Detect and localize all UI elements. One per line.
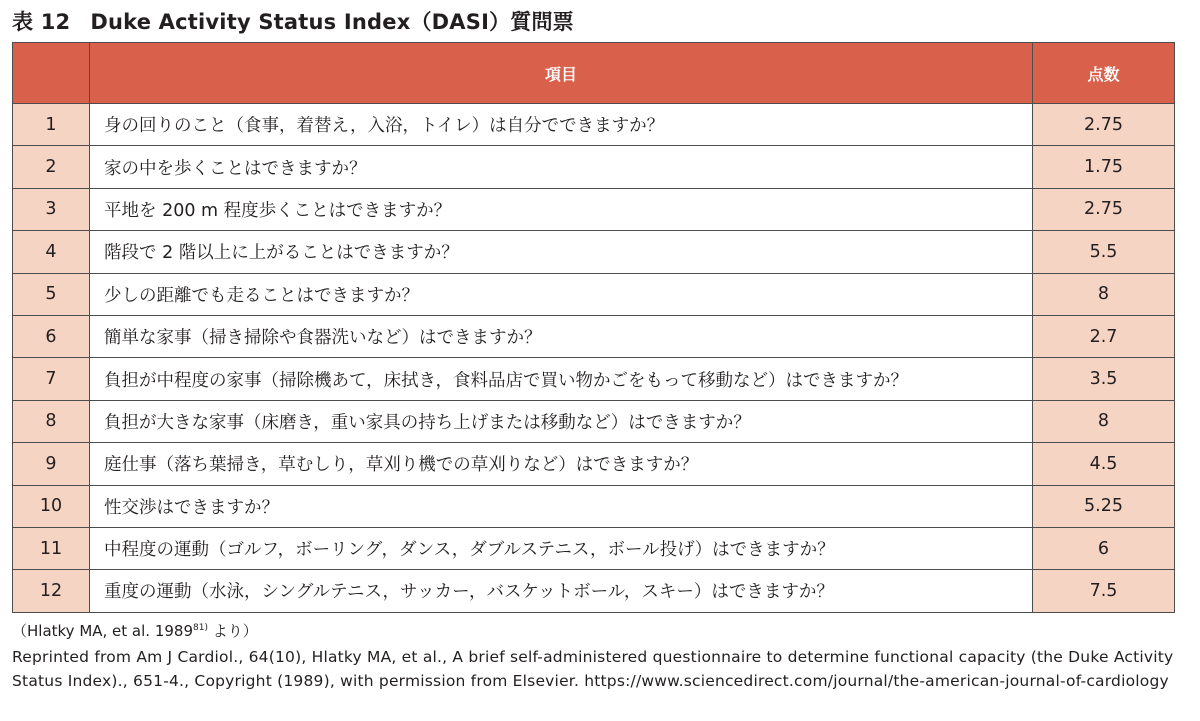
row-number: 1 [13, 104, 90, 146]
row-score: 7.5 [1033, 570, 1175, 612]
row-number: 11 [13, 527, 90, 569]
row-number: 12 [13, 570, 90, 612]
reference-number: 81) [193, 623, 208, 633]
row-score: 5.5 [1033, 231, 1175, 273]
header-item: 項目 [90, 43, 1033, 104]
table-row [13, 315, 1175, 357]
dasi-table [12, 42, 1175, 613]
source-suffix: より） [207, 622, 258, 640]
row-score: 2.75 [1033, 188, 1175, 230]
table-row [13, 527, 1175, 569]
row-score: 3.5 [1033, 358, 1175, 400]
row-number: 5 [13, 273, 90, 315]
row-item: 庭仕事（落ち葉掃き，草むしり，草刈り機での草刈りなど）はできますか？ [90, 443, 1033, 485]
row-score: 6 [1033, 527, 1175, 569]
row-item: 簡単な家事（掃き掃除や食器洗いなど）はできますか？ [90, 315, 1033, 357]
row-item: 身の回りのこと（食事，着替え，入浴，トイレ）は自分でできますか？ [90, 104, 1033, 146]
row-item: 重度の運動（水泳，シングルテニス，サッカー，バスケットボール，スキー）はできますか？ [90, 570, 1033, 612]
row-score: 4.5 [1033, 443, 1175, 485]
reprint-notice: Reprinted from Am J Cardiol., 64(10), Hlatky MA, et al., A brief self-administered questionnaire to determine functional capacity (the Duke Activity Status Index)., 651-4., Copyright (1989), with permission from Elsevier. https://www.sciencedirect.com/journal/the-american-journal-of-cardiology [12, 648, 1174, 690]
table-row [13, 104, 1175, 146]
header-row [13, 43, 1175, 104]
table-number: 表 12 [12, 10, 71, 34]
row-score: 2.75 [1033, 104, 1175, 146]
header-score: 点数 [1033, 43, 1175, 104]
table-row [13, 570, 1175, 612]
header-number [13, 43, 90, 104]
row-number: 2 [13, 146, 90, 188]
row-item: 負担が中程度の家事（掃除機あて，床拭き，食料品店で買い物かごをもって移動など）はできますか？ [90, 358, 1033, 400]
source-prefix: （Hlatky MA, et al. 1989 [12, 622, 194, 640]
row-score: 8 [1033, 273, 1175, 315]
row-item: 中程度の運動（ゴルフ，ボーリング，ダンス，ダブルステニス，ボール投げ）はできますか？ [90, 527, 1033, 569]
row-number: 10 [13, 485, 90, 527]
row-number: 8 [13, 400, 90, 442]
row-score: 2.7 [1033, 315, 1175, 357]
table-row [13, 443, 1175, 485]
table-title-text: Duke Activity Status Index（DASI）質問票 [90, 10, 574, 34]
row-item: 家の中を歩くことはできますか？ [90, 146, 1033, 188]
row-number: 6 [13, 315, 90, 357]
row-score: 8 [1033, 400, 1175, 442]
table-title [12, 6, 574, 36]
row-item: 負担が大きな家事（床磨き，重い家具の持ち上げまたは移動など）はできますか？ [90, 400, 1033, 442]
row-item: 平地を 200 m 程度歩くことはできますか？ [90, 188, 1033, 230]
row-number: 7 [13, 358, 90, 400]
row-score: 1.75 [1033, 146, 1175, 188]
row-number: 4 [13, 231, 90, 273]
row-item: 少しの距離でも走ることはできますか？ [90, 273, 1033, 315]
table-row [13, 188, 1175, 230]
table-row [13, 400, 1175, 442]
source-citation [12, 620, 258, 641]
row-item: 性交渉はできますか？ [90, 485, 1033, 527]
table-row [13, 485, 1175, 527]
row-item: 階段で 2 階以上に上がることはできますか？ [90, 231, 1033, 273]
table-row [13, 146, 1175, 188]
row-score: 5.25 [1033, 485, 1175, 527]
row-number: 9 [13, 443, 90, 485]
row-number: 3 [13, 188, 90, 230]
table-row [13, 273, 1175, 315]
table-row [13, 231, 1175, 273]
table-row [13, 358, 1175, 400]
